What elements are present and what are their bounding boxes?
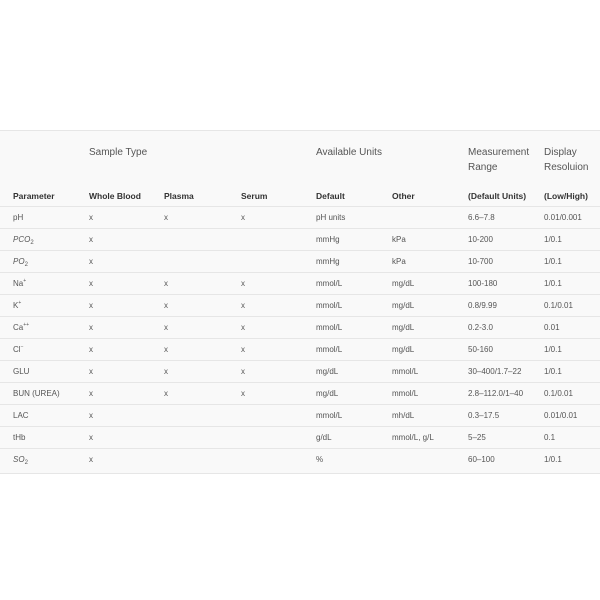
cell-parameter — [13, 367, 29, 377]
cell-serum: x — [241, 301, 245, 310]
parameter-name: pH — [13, 213, 24, 222]
cell-plasma: x — [164, 301, 168, 310]
cell-serum: x — [241, 389, 245, 398]
cell-measurement-range: 10-200 — [468, 235, 493, 244]
table-row — [0, 360, 600, 383]
cell-plasma: x — [164, 345, 168, 354]
measurement-range-line2: Range — [468, 162, 498, 173]
cell-default-unit: mmHg — [316, 235, 340, 244]
parameter-superscript: + — [18, 300, 22, 306]
cell-default-unit: pH units — [316, 213, 346, 222]
cell-display-resolution: 0.01/0.01 — [544, 411, 578, 420]
cell-whole-blood: x — [89, 213, 93, 222]
cell-parameter — [13, 411, 29, 421]
column-header-serum: Serum — [241, 191, 268, 201]
cell-default-unit: mmHg — [316, 257, 340, 266]
cell-display-resolution: 1/0.1 — [544, 279, 562, 288]
cell-display-resolution: 1/0.1 — [544, 345, 562, 354]
cell-whole-blood: x — [89, 389, 93, 398]
cell-other-unit: mg/dL — [392, 323, 415, 332]
cell-plasma: x — [164, 367, 168, 376]
cell-default-unit: mmol/L — [316, 323, 343, 332]
parameter-name: tHb — [13, 433, 26, 442]
display-resolution-line2: Resoluion — [544, 162, 589, 173]
parameter-subscript: 2 — [24, 460, 28, 466]
parameter-superscript: − — [20, 344, 24, 350]
cell-display-resolution: 0.01/0.001 — [544, 213, 582, 222]
cell-whole-blood: x — [89, 433, 93, 442]
cell-whole-blood: x — [89, 411, 93, 420]
cell-whole-blood: x — [89, 455, 93, 464]
cell-parameter — [13, 433, 25, 443]
cell-serum: x — [241, 345, 245, 354]
cell-default-unit: mmol/L — [316, 279, 343, 288]
parameter-name: GLU — [13, 367, 30, 376]
parameter-name: Ca — [13, 323, 24, 332]
cell-parameter — [13, 257, 28, 267]
cell-other-unit: kPa — [392, 235, 406, 244]
cell-other-unit: mh/dL — [392, 411, 415, 420]
parameter-subscript: 2 — [24, 262, 28, 268]
cell-serum: x — [241, 367, 245, 376]
cell-display-resolution: 1/0.1 — [544, 257, 562, 266]
cell-parameter — [13, 235, 34, 245]
cell-measurement-range: 5–25 — [468, 433, 486, 442]
cell-whole-blood: x — [89, 235, 93, 244]
measurement-range-line1: Measurement — [468, 147, 530, 158]
cell-default-unit: mg/dL — [316, 367, 339, 376]
cell-plasma: x — [164, 279, 168, 288]
parameter-name: BUN (UREA) — [13, 389, 60, 398]
cell-plasma: x — [164, 213, 168, 222]
cell-measurement-range: 2.8–112.0/1–40 — [468, 389, 524, 398]
cell-measurement-range: 0.8/9.99 — [468, 301, 497, 310]
cell-parameter — [13, 455, 28, 465]
cell-measurement-range: 10-700 — [468, 257, 493, 266]
column-header-default-units: (Default Units) — [468, 191, 527, 201]
cell-display-resolution: 0.1/0.01 — [544, 389, 573, 398]
table-row — [0, 272, 600, 295]
group-header-display-resolution — [544, 145, 588, 175]
parameter-name: Cl — [13, 345, 21, 354]
parameter-subscript: 2 — [30, 240, 34, 246]
cell-display-resolution: 1/0.1 — [544, 367, 562, 376]
cell-measurement-range: 60–100 — [468, 455, 495, 464]
cell-measurement-range: 6.6–7.8 — [468, 213, 495, 222]
parameter-superscript: + — [23, 278, 27, 284]
cell-display-resolution: 0.1 — [544, 433, 556, 442]
table-row — [0, 382, 600, 405]
group-header-measurement-range — [468, 145, 529, 175]
display-resolution-line1: Display — [544, 147, 577, 158]
table-row — [0, 228, 600, 251]
cell-other-unit: mmol/L — [392, 367, 419, 376]
parameter-name: K — [13, 301, 19, 310]
cell-whole-blood: x — [89, 367, 93, 376]
table-row — [0, 250, 600, 273]
cell-measurement-range: 0.2-3.0 — [468, 323, 493, 332]
cell-plasma: x — [164, 323, 168, 332]
cell-other-unit: mg/dL — [392, 279, 415, 288]
table-row — [0, 404, 600, 427]
table-row — [0, 426, 600, 449]
group-header-available-units: Available Units — [316, 147, 382, 158]
cell-whole-blood: x — [89, 301, 93, 310]
cell-serum: x — [241, 213, 245, 222]
parameter-name: SO — [13, 455, 25, 464]
column-header-default: Default — [316, 191, 345, 201]
table-row — [0, 448, 600, 471]
column-header-low-high: (Low/High) — [544, 191, 588, 201]
parameters-table — [0, 130, 600, 474]
parameter-name: PO — [13, 257, 25, 266]
cell-measurement-range: 100-180 — [468, 279, 498, 288]
cell-measurement-range: 50-160 — [468, 345, 493, 354]
column-header-plasma: Plasma — [164, 191, 194, 201]
table-row — [0, 294, 600, 317]
parameter-name: Na — [13, 279, 24, 288]
cell-other-unit: mmol/L — [392, 389, 419, 398]
cell-parameter — [13, 345, 23, 355]
cell-parameter — [13, 323, 29, 333]
cell-measurement-range: 30–400/1.7–22 — [468, 367, 522, 376]
cell-default-unit: mmol/L — [316, 411, 343, 420]
cell-plasma: x — [164, 389, 168, 398]
cell-display-resolution: 1/0.1 — [544, 455, 562, 464]
cell-default-unit: g/dL — [316, 433, 332, 442]
cell-other-unit: mg/dL — [392, 345, 415, 354]
cell-other-unit: mmol/L, g/L — [392, 433, 434, 442]
column-header-parameter: Parameter — [13, 191, 55, 201]
cell-display-resolution: 0.01 — [544, 323, 560, 332]
cell-parameter — [13, 389, 60, 399]
cell-default-unit: mg/dL — [316, 389, 339, 398]
cell-default-unit: mmol/L — [316, 345, 343, 354]
cell-other-unit: mg/dL — [392, 301, 415, 310]
cell-default-unit: % — [316, 455, 324, 464]
group-header-sample-type: Sample Type — [89, 147, 148, 158]
cell-whole-blood: x — [89, 257, 93, 266]
table-row — [0, 206, 600, 229]
cell-parameter — [13, 301, 21, 311]
table-row — [0, 338, 600, 361]
table-row — [0, 316, 600, 339]
cell-whole-blood: x — [89, 323, 93, 332]
cell-serum: x — [241, 279, 245, 288]
cell-other-unit: kPa — [392, 257, 406, 266]
cell-whole-blood: x — [89, 279, 93, 288]
cell-display-resolution: 0.1/0.01 — [544, 301, 573, 310]
cell-measurement-range: 0.3–17.5 — [468, 411, 500, 420]
parameter-superscript: ++ — [23, 322, 30, 328]
column-header-whole-blood: Whole Blood — [89, 191, 141, 201]
cell-whole-blood: x — [89, 345, 93, 354]
cell-display-resolution: 1/0.1 — [544, 235, 562, 244]
cell-parameter — [13, 213, 23, 223]
parameter-name: LAC — [13, 411, 29, 420]
cell-default-unit: mmol/L — [316, 301, 343, 310]
column-header-other: Other — [392, 191, 415, 201]
parameter-name: PCO — [13, 235, 31, 244]
cell-serum: x — [241, 323, 245, 332]
cell-parameter — [13, 279, 26, 289]
